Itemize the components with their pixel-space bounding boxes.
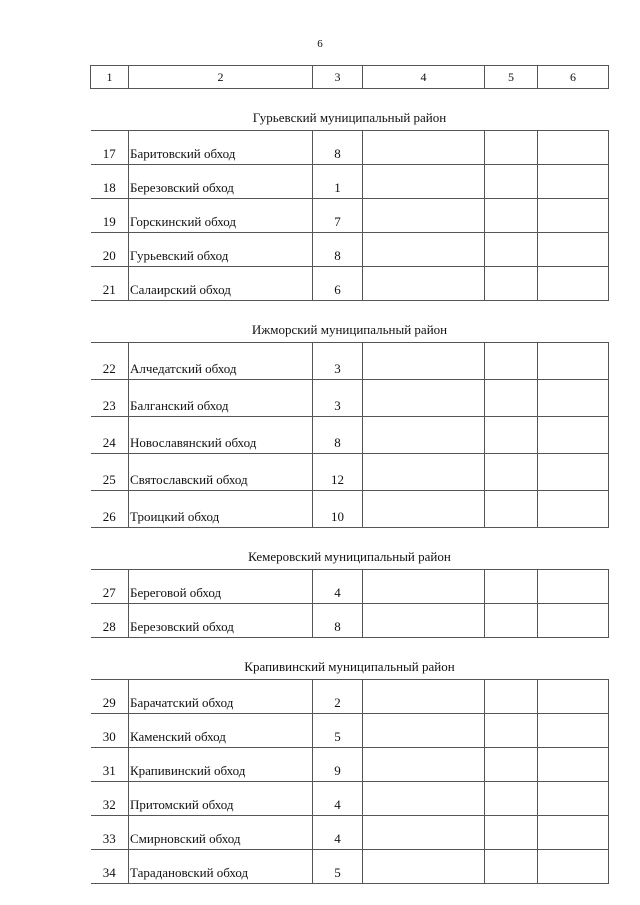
empty-cell-col4 xyxy=(363,714,485,748)
row-number: 31 xyxy=(91,748,129,782)
empty-cell-col5 xyxy=(485,570,538,604)
column-number: 4 xyxy=(363,66,485,89)
forest-district-name: Притомский обход xyxy=(129,782,313,816)
row-number: 26 xyxy=(91,491,129,528)
row-quantity: 10 xyxy=(313,491,363,528)
empty-cell-col5 xyxy=(485,604,538,638)
row-quantity: 1 xyxy=(313,165,363,199)
table-row xyxy=(91,380,609,417)
empty-cell-col6 xyxy=(538,343,609,380)
forest-district-name: Барачатский обход xyxy=(129,680,313,714)
empty-cell-col4 xyxy=(363,604,485,638)
empty-cell-col6 xyxy=(538,267,609,301)
table-body xyxy=(91,66,609,884)
table-row xyxy=(91,165,609,199)
empty-cell-col6 xyxy=(538,604,609,638)
forest-district-name: Троицкий обход xyxy=(129,491,313,528)
row-quantity: 7 xyxy=(313,199,363,233)
empty-cell-col6 xyxy=(538,748,609,782)
forest-district-name: Святославский обход xyxy=(129,454,313,491)
row-number: 23 xyxy=(91,380,129,417)
table-row xyxy=(91,782,609,816)
section-header-row xyxy=(91,89,609,131)
row-quantity: 3 xyxy=(313,343,363,380)
empty-cell-col4 xyxy=(363,199,485,233)
empty-cell-col5 xyxy=(485,199,538,233)
empty-cell-col6 xyxy=(538,850,609,884)
forest-district-name: Береговой обход xyxy=(129,570,313,604)
forestry-table-container xyxy=(90,65,608,884)
section-header-row xyxy=(91,528,609,570)
empty-cell-col5 xyxy=(485,680,538,714)
empty-cell-col4 xyxy=(363,748,485,782)
page-number: 6 xyxy=(317,38,323,50)
empty-cell-col5 xyxy=(485,380,538,417)
row-quantity: 4 xyxy=(313,570,363,604)
empty-cell-col4 xyxy=(363,380,485,417)
column-number: 3 xyxy=(313,66,363,89)
row-number: 32 xyxy=(91,782,129,816)
forest-district-name: Алчедатский обход xyxy=(129,343,313,380)
column-number-row xyxy=(91,66,609,89)
empty-cell-col6 xyxy=(538,816,609,850)
empty-cell-col6 xyxy=(538,491,609,528)
table-row xyxy=(91,131,609,165)
row-quantity: 5 xyxy=(313,850,363,884)
table-row xyxy=(91,748,609,782)
empty-cell-col5 xyxy=(485,850,538,884)
row-number: 25 xyxy=(91,454,129,491)
empty-cell-col4 xyxy=(363,165,485,199)
empty-cell-col6 xyxy=(538,454,609,491)
row-quantity: 8 xyxy=(313,233,363,267)
row-number: 17 xyxy=(91,131,129,165)
table-row xyxy=(91,343,609,380)
empty-cell-col5 xyxy=(485,267,538,301)
row-number: 30 xyxy=(91,714,129,748)
empty-cell-col5 xyxy=(485,131,538,165)
section-title: Ижморский муниципальный район xyxy=(91,301,609,343)
forest-district-name: Крапивинский обход xyxy=(129,748,313,782)
row-number: 21 xyxy=(91,267,129,301)
row-number: 27 xyxy=(91,570,129,604)
empty-cell-col4 xyxy=(363,782,485,816)
empty-cell-col4 xyxy=(363,454,485,491)
forest-district-name: Тарадановский обход xyxy=(129,850,313,884)
table-row xyxy=(91,850,609,884)
forest-district-name: Салаирский обход xyxy=(129,267,313,301)
table-row xyxy=(91,491,609,528)
empty-cell-col4 xyxy=(363,491,485,528)
forestry-table xyxy=(90,65,609,884)
table-row xyxy=(91,267,609,301)
empty-cell-col5 xyxy=(485,233,538,267)
empty-cell-col4 xyxy=(363,343,485,380)
row-number: 22 xyxy=(91,343,129,380)
forest-district-name: Березовский обход xyxy=(129,165,313,199)
row-quantity: 8 xyxy=(313,417,363,454)
section-title: Гурьевский муниципальный район xyxy=(91,89,609,131)
table-row xyxy=(91,570,609,604)
forest-district-name: Балганский обход xyxy=(129,380,313,417)
column-number: 6 xyxy=(538,66,609,89)
empty-cell-col4 xyxy=(363,233,485,267)
empty-cell-col4 xyxy=(363,570,485,604)
row-number: 29 xyxy=(91,680,129,714)
row-number: 33 xyxy=(91,816,129,850)
row-number: 24 xyxy=(91,417,129,454)
row-quantity: 3 xyxy=(313,380,363,417)
empty-cell-col4 xyxy=(363,850,485,884)
column-number: 2 xyxy=(129,66,313,89)
empty-cell-col5 xyxy=(485,165,538,199)
row-quantity: 6 xyxy=(313,267,363,301)
empty-cell-col6 xyxy=(538,380,609,417)
empty-cell-col5 xyxy=(485,816,538,850)
table-row xyxy=(91,604,609,638)
forest-district-name: Баритовский обход xyxy=(129,131,313,165)
row-quantity: 2 xyxy=(313,680,363,714)
empty-cell-col6 xyxy=(538,131,609,165)
row-quantity: 4 xyxy=(313,816,363,850)
table-row xyxy=(91,233,609,267)
empty-cell-col6 xyxy=(538,417,609,454)
row-quantity: 4 xyxy=(313,782,363,816)
section-header-row xyxy=(91,301,609,343)
forest-district-name: Березовский обход xyxy=(129,604,313,638)
table-row xyxy=(91,714,609,748)
empty-cell-col6 xyxy=(538,165,609,199)
empty-cell-col5 xyxy=(485,782,538,816)
empty-cell-col5 xyxy=(485,714,538,748)
forest-district-name: Горскинский обход xyxy=(129,199,313,233)
empty-cell-col4 xyxy=(363,816,485,850)
row-number: 28 xyxy=(91,604,129,638)
empty-cell-col6 xyxy=(538,680,609,714)
empty-cell-col4 xyxy=(363,417,485,454)
empty-cell-col5 xyxy=(485,343,538,380)
empty-cell-col6 xyxy=(538,233,609,267)
empty-cell-col4 xyxy=(363,680,485,714)
row-quantity: 9 xyxy=(313,748,363,782)
row-number: 19 xyxy=(91,199,129,233)
empty-cell-col6 xyxy=(538,199,609,233)
table-row xyxy=(91,199,609,233)
row-number: 20 xyxy=(91,233,129,267)
row-quantity: 5 xyxy=(313,714,363,748)
column-number: 5 xyxy=(485,66,538,89)
empty-cell-col5 xyxy=(485,748,538,782)
forest-district-name: Гурьевский обход xyxy=(129,233,313,267)
empty-cell-col4 xyxy=(363,131,485,165)
empty-cell-col6 xyxy=(538,714,609,748)
row-quantity: 8 xyxy=(313,604,363,638)
table-row xyxy=(91,454,609,491)
forest-district-name: Каменский обход xyxy=(129,714,313,748)
row-number: 34 xyxy=(91,850,129,884)
section-title: Кемеровский муниципальный район xyxy=(91,528,609,570)
column-number: 1 xyxy=(91,66,129,89)
row-number: 18 xyxy=(91,165,129,199)
forest-district-name: Новославянский обход xyxy=(129,417,313,454)
section-header-row xyxy=(91,638,609,680)
table-row xyxy=(91,816,609,850)
row-quantity: 8 xyxy=(313,131,363,165)
row-quantity: 12 xyxy=(313,454,363,491)
empty-cell-col6 xyxy=(538,570,609,604)
table-row xyxy=(91,417,609,454)
empty-cell-col5 xyxy=(485,491,538,528)
empty-cell-col5 xyxy=(485,417,538,454)
empty-cell-col6 xyxy=(538,782,609,816)
empty-cell-col5 xyxy=(485,454,538,491)
empty-cell-col4 xyxy=(363,267,485,301)
forest-district-name: Смирновский обход xyxy=(129,816,313,850)
section-title: Крапивинский муниципальный район xyxy=(91,638,609,680)
table-row xyxy=(91,680,609,714)
